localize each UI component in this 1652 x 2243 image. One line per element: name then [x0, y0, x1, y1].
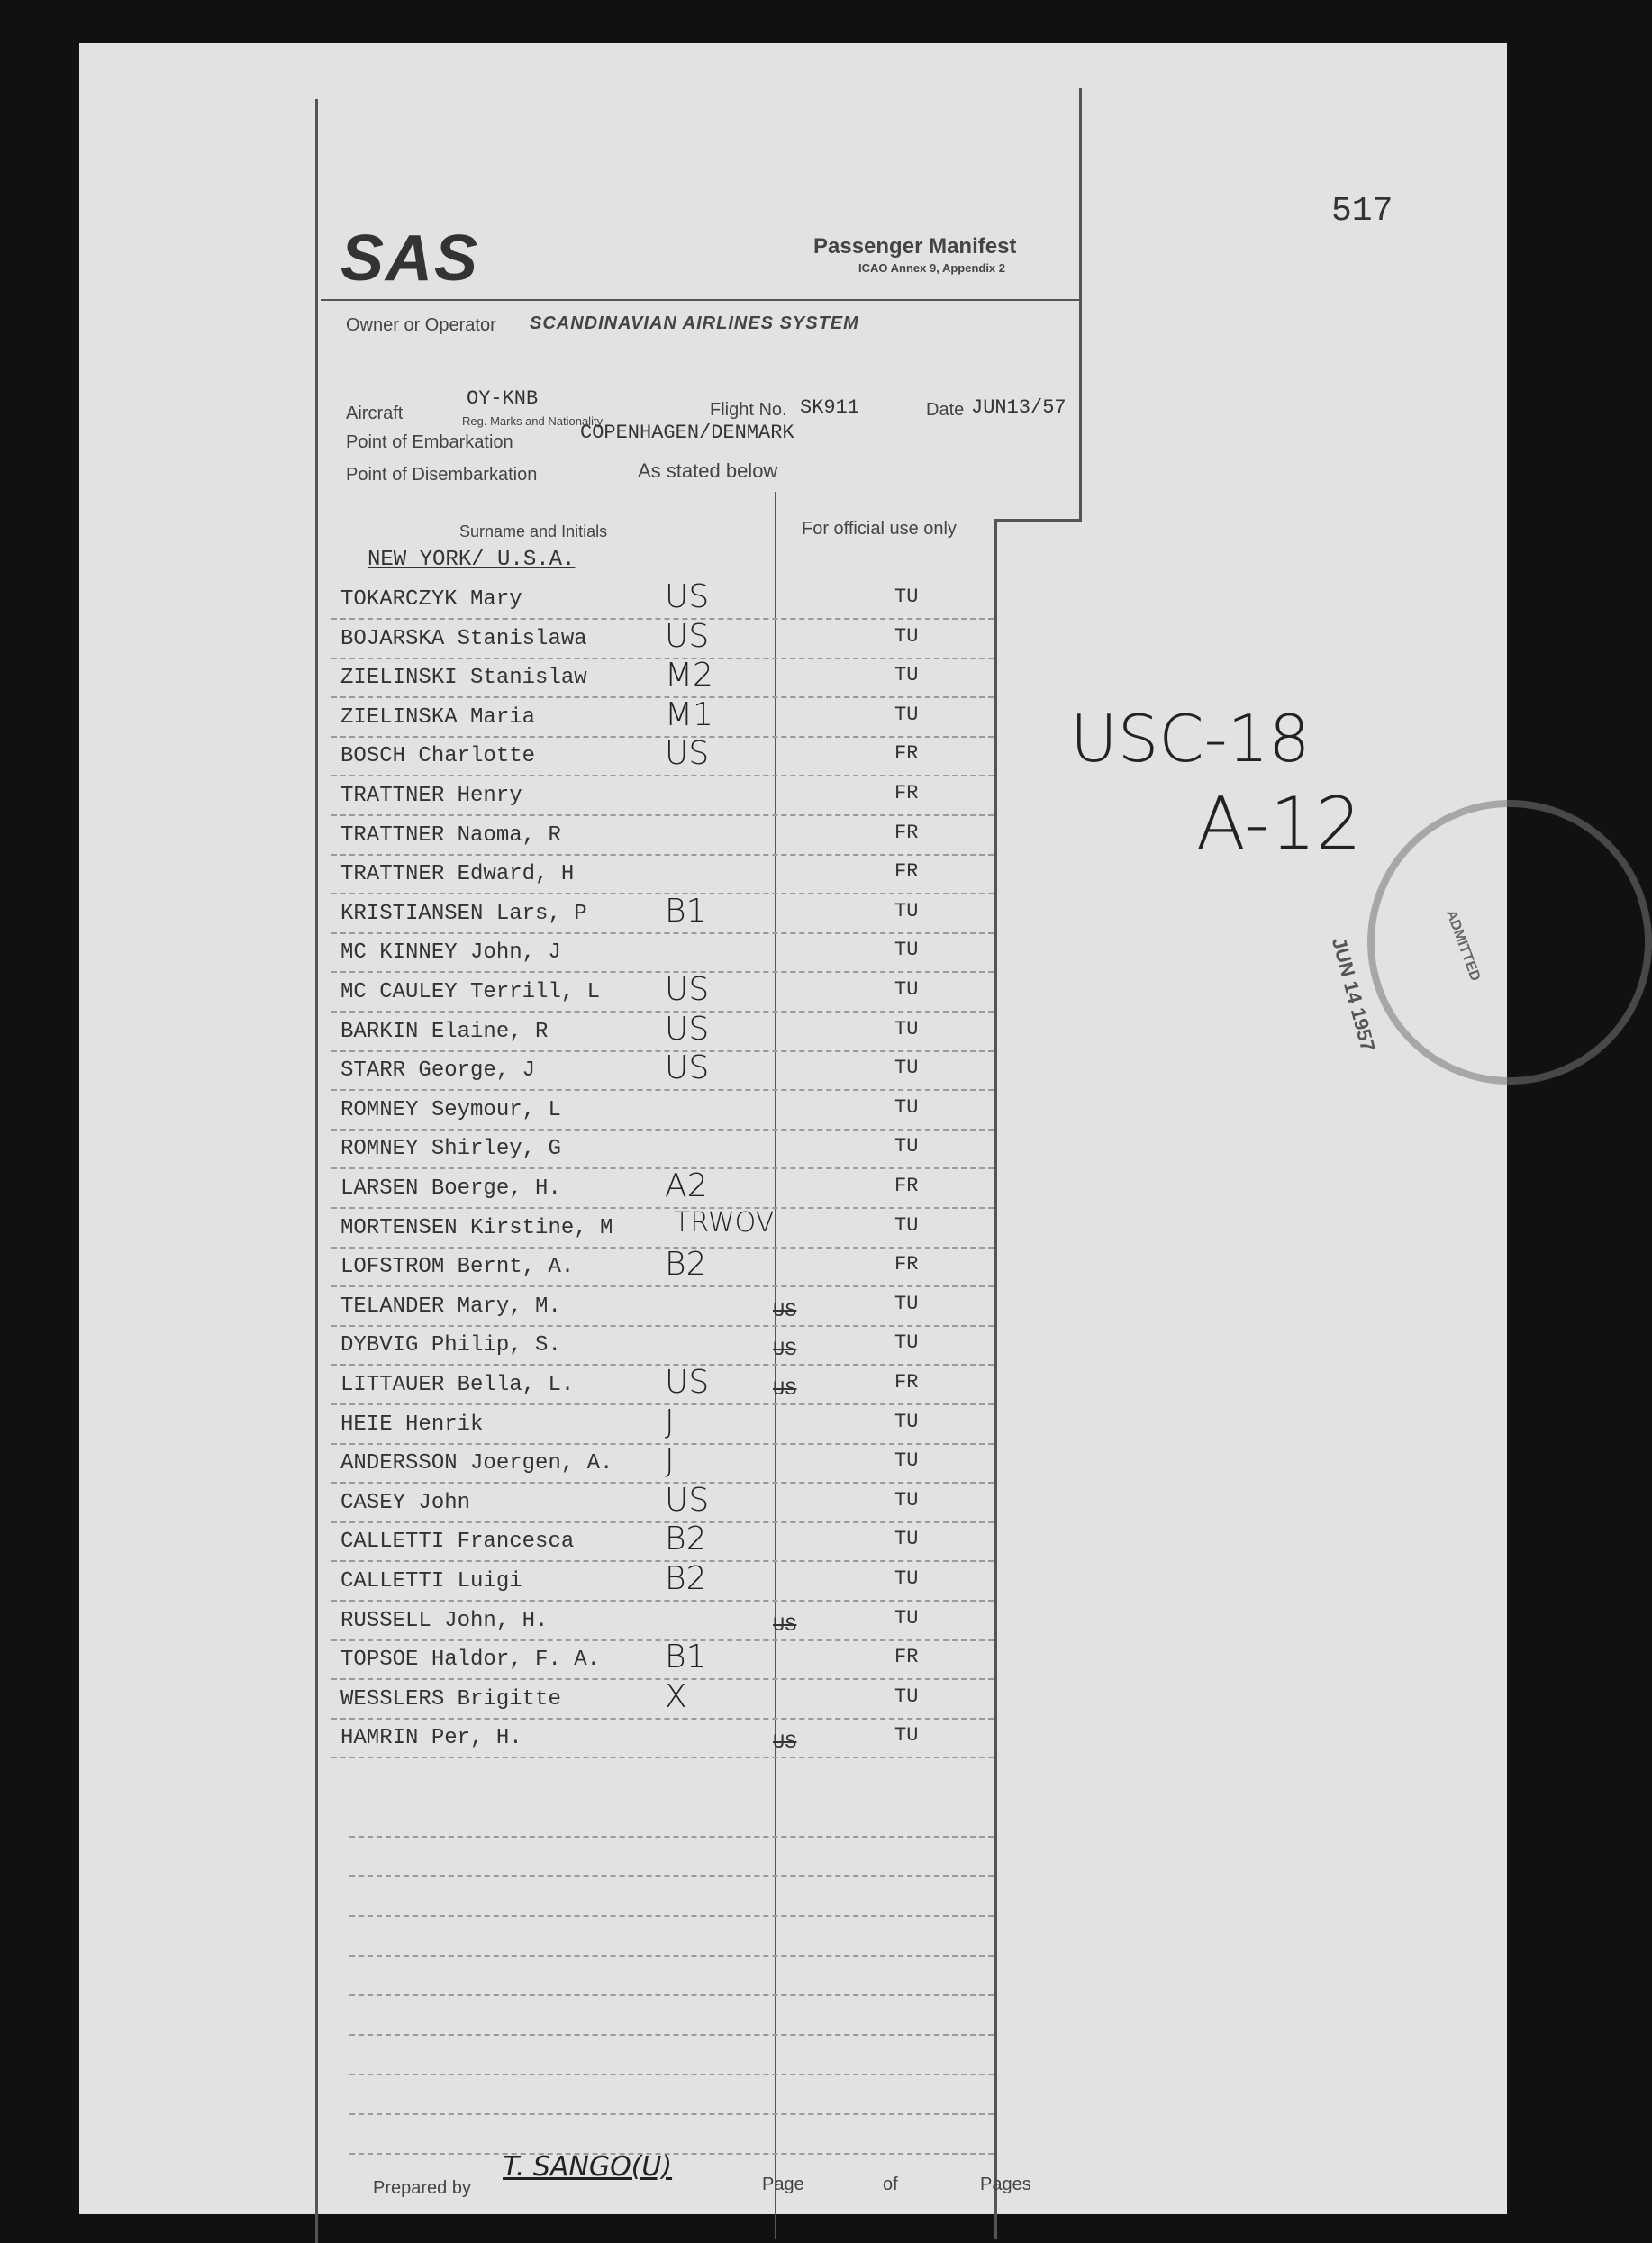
disembarkation-value: As stated below [638, 459, 778, 482]
official-code: TU [894, 1607, 919, 1630]
handwritten-mark: US [665, 971, 710, 1008]
owner-label: Owner or Operator [346, 315, 496, 335]
passenger-name: MORTENSEN Kirstine, M [340, 1216, 613, 1240]
official-code: FR [894, 1371, 919, 1394]
passenger-name: MC CAULEY Terrill, L [340, 980, 601, 1004]
stamp-text: ADMITTED [1443, 908, 1484, 984]
destination-heading: NEW YORK/ U.S.A. [368, 548, 576, 572]
passenger-name: ANDERSSON Joergen, A. [340, 1451, 613, 1476]
empty-row-rule [349, 1836, 994, 1839]
us-entry: US [773, 1378, 797, 1401]
passenger-row [304, 1093, 953, 1132]
official-code: TU [894, 1135, 919, 1158]
passenger-name: BOJARSKA Stanislawa [340, 627, 587, 651]
passenger-row [304, 1521, 953, 1564]
col-surname-label: Surname and Initials [459, 522, 608, 540]
row-rule [331, 971, 994, 974]
passenger-name: TRATTNER Henry [340, 784, 522, 808]
official-code: FR [894, 1253, 919, 1276]
form-right-border-lower [994, 519, 997, 2239]
handwritten-mark: US [665, 1482, 710, 1519]
empty-row-rule [349, 1955, 994, 1957]
disembarkation-label: Point of Disembarkation [346, 465, 538, 485]
embarkation-label: Point of Embarkation [346, 432, 513, 452]
annotation-a12: A-12 [1196, 782, 1362, 866]
handwritten-mark: B2 [665, 1246, 707, 1283]
header-rule [321, 299, 1082, 301]
official-code: TU [894, 939, 919, 961]
official-code: TU [894, 625, 919, 648]
handwritten-mark: B2 [665, 1521, 707, 1557]
passenger-name: TRATTNER Edward, H [340, 862, 575, 886]
aircraft-label: Aircraft [346, 404, 404, 423]
row-rule [331, 1011, 994, 1013]
reg-marks-label: Reg. Marks and Nationality [462, 414, 604, 428]
admitted-stamp [1367, 800, 1652, 1085]
official-code: FR [894, 1646, 919, 1668]
aircraft-value: OY-KNB [467, 387, 539, 410]
row-rule [331, 1285, 994, 1288]
col-official-label: For official use only [802, 519, 957, 539]
passenger-name: TRATTNER Naoma, R [340, 823, 561, 848]
us-entry: US [773, 1731, 797, 1754]
row-rule [331, 618, 994, 621]
passenger-name: STARR George, J [340, 1058, 536, 1083]
official-code: TU [894, 1685, 919, 1708]
us-entry: US [773, 1614, 797, 1637]
handwritten-mark: B1 [665, 893, 707, 930]
official-code: TU [894, 1449, 919, 1472]
passenger-row [304, 1289, 953, 1329]
official-code: TU [894, 978, 919, 1001]
date-label: Date [926, 400, 965, 420]
passenger-row [304, 1721, 953, 1760]
sas-logo: SAS [340, 222, 480, 295]
passenger-row [304, 778, 953, 818]
passenger-row [304, 971, 953, 1014]
passenger-name: ROMNEY Seymour, L [340, 1098, 561, 1122]
handwritten-mark: US [665, 1049, 710, 1086]
handwritten-mark: J [665, 1403, 675, 1440]
passenger-row [304, 1246, 953, 1289]
passenger-name: LITTAUER Bella, L. [340, 1373, 575, 1397]
passenger-name: TOKARCZYK Mary [340, 587, 522, 612]
passenger-row [304, 1442, 953, 1485]
page-label: Page [762, 2175, 804, 2194]
official-code: TU [894, 1567, 919, 1590]
official-code: FR [894, 742, 919, 765]
prepared-by-label: Prepared by [373, 2178, 471, 2198]
passenger-row [304, 657, 953, 700]
handwritten-mark: J [665, 1442, 675, 1479]
stamp-date: JUN 14 1957 [1327, 935, 1380, 1054]
empty-row-rule [349, 1875, 994, 1878]
passenger-name: CASEY John [340, 1491, 471, 1515]
official-code: TU [894, 1724, 919, 1747]
prepared-by-signature: T. SANGO(U) [503, 2151, 673, 2183]
passenger-row [304, 818, 953, 858]
passenger-row [304, 1049, 953, 1093]
official-code: TU [894, 586, 919, 608]
form-step [994, 519, 1082, 522]
passenger-row [304, 1603, 953, 1643]
official-code: FR [894, 782, 919, 804]
official-code: FR [894, 822, 919, 844]
page-number: 517 [1331, 192, 1393, 231]
handwritten-mark: B1 [665, 1639, 707, 1675]
official-code: TU [894, 664, 919, 686]
passenger-row [304, 935, 953, 975]
row-rule [331, 1167, 994, 1170]
row-rule [331, 775, 994, 777]
handwritten-mark: US [665, 618, 710, 655]
handwritten-mark: US [665, 1364, 710, 1401]
manifest-title: Passenger Manifest [813, 234, 1017, 259]
row-rule [331, 814, 994, 817]
passenger-row [304, 1011, 953, 1054]
passenger-row [304, 1482, 953, 1525]
passenger-row [304, 1131, 953, 1171]
passenger-row [304, 618, 953, 661]
passenger-row [304, 1167, 953, 1211]
passenger-name: MC KINNEY John, J [340, 940, 561, 965]
official-code: TU [894, 704, 919, 726]
row-rule [331, 1757, 994, 1759]
pages-label: Pages [980, 2175, 1031, 2194]
official-code: TU [894, 1214, 919, 1237]
passenger-row [304, 735, 953, 778]
empty-row-rule [349, 2034, 994, 2037]
passenger-row [304, 1560, 953, 1603]
of-label: of [883, 2175, 898, 2194]
official-code: TU [894, 1411, 919, 1433]
official-code: TU [894, 1018, 919, 1040]
empty-row-rule [349, 2074, 994, 2076]
passenger-name: LOFSTROM Bernt, A. [340, 1255, 575, 1279]
handwritten-mark: US [665, 1011, 710, 1048]
passenger-row [304, 893, 953, 936]
passenger-row [304, 696, 953, 740]
handwritten-mark: M2 [665, 657, 713, 694]
handwritten-mark: TRWOV [674, 1207, 775, 1239]
row-rule [331, 893, 994, 895]
official-code: FR [894, 860, 919, 883]
passenger-name: HEIE Henrik [340, 1412, 484, 1437]
official-code: TU [894, 1293, 919, 1315]
passenger-row [304, 1403, 953, 1447]
row-rule [331, 696, 994, 699]
passenger-name: ZIELINSKA Maria [340, 705, 536, 730]
passenger-name: CALLETTI Francesca [340, 1530, 575, 1554]
official-code: FR [894, 1175, 919, 1197]
official-code: TU [894, 1057, 919, 1079]
row-rule [331, 1678, 994, 1681]
passenger-name: BARKIN Elaine, R [340, 1020, 549, 1044]
official-code: TU [894, 900, 919, 922]
official-code: TU [894, 1489, 919, 1512]
manifest-sheet [79, 43, 1507, 2214]
embarkation-value: COPENHAGEN/DENMARK [580, 422, 794, 444]
handwritten-mark: B2 [665, 1560, 707, 1597]
date-value: JUN13/57 [971, 396, 1067, 419]
passenger-row [304, 1678, 953, 1721]
empty-row-rule [349, 2113, 994, 2116]
form-right-border-upper [1079, 88, 1082, 521]
handwritten-mark: US [665, 578, 710, 615]
row-rule [331, 1364, 994, 1367]
annotation-usc: USC-18 [1070, 701, 1311, 776]
passenger-name: LARSEN Boerge, H. [340, 1176, 561, 1201]
handwritten-mark: US [665, 735, 710, 772]
passenger-name: CALLETTI Luigi [340, 1569, 522, 1594]
passenger-row [304, 578, 953, 622]
row-rule [331, 1089, 994, 1092]
row-rule [331, 1482, 994, 1485]
empty-row-rule [349, 1994, 994, 1997]
official-code: TU [894, 1528, 919, 1550]
official-code: TU [894, 1096, 919, 1119]
passenger-name: TELANDER Mary, M. [340, 1294, 561, 1319]
row-rule [331, 1207, 994, 1210]
empty-row-rule [349, 1915, 994, 1918]
official-code: TU [894, 1331, 919, 1354]
handwritten-mark: M1 [665, 696, 713, 733]
passenger-name: ZIELINSKI Stanislaw [340, 666, 587, 690]
us-entry: US [773, 1339, 797, 1361]
passenger-row [304, 1639, 953, 1682]
passenger-name: ROMNEY Shirley, G [340, 1137, 561, 1161]
flight-value: SK911 [800, 396, 860, 419]
manifest-subtitle: ICAO Annex 9, Appendix 2 [858, 261, 1006, 275]
passenger-name: TOPSOE Haldor, F. A. [340, 1648, 601, 1672]
row-rule [331, 1560, 994, 1563]
passenger-name: WESSLERS Brigitte [340, 1687, 561, 1712]
passenger-row [304, 1364, 953, 1407]
passenger-row [304, 1207, 953, 1250]
passenger-name: RUSSELL John, H. [340, 1609, 549, 1633]
row-rule [331, 1403, 994, 1406]
handwritten-mark: A2 [665, 1167, 708, 1204]
passenger-row [304, 857, 953, 896]
flight-label: Flight No. [710, 400, 787, 420]
us-entry: US [773, 1300, 797, 1322]
passenger-name: HAMRIN Per, H. [340, 1726, 522, 1750]
handwritten-mark: X [665, 1678, 687, 1715]
passenger-row [304, 1328, 953, 1367]
passenger-name: BOSCH Charlotte [340, 744, 536, 768]
passenger-name: DYBVIG Philip, S. [340, 1333, 561, 1358]
row-rule [331, 1600, 994, 1603]
owner-value: SCANDINAVIAN AIRLINES SYSTEM [530, 313, 859, 333]
passenger-name: KRISTIANSEN Lars, P [340, 902, 587, 926]
